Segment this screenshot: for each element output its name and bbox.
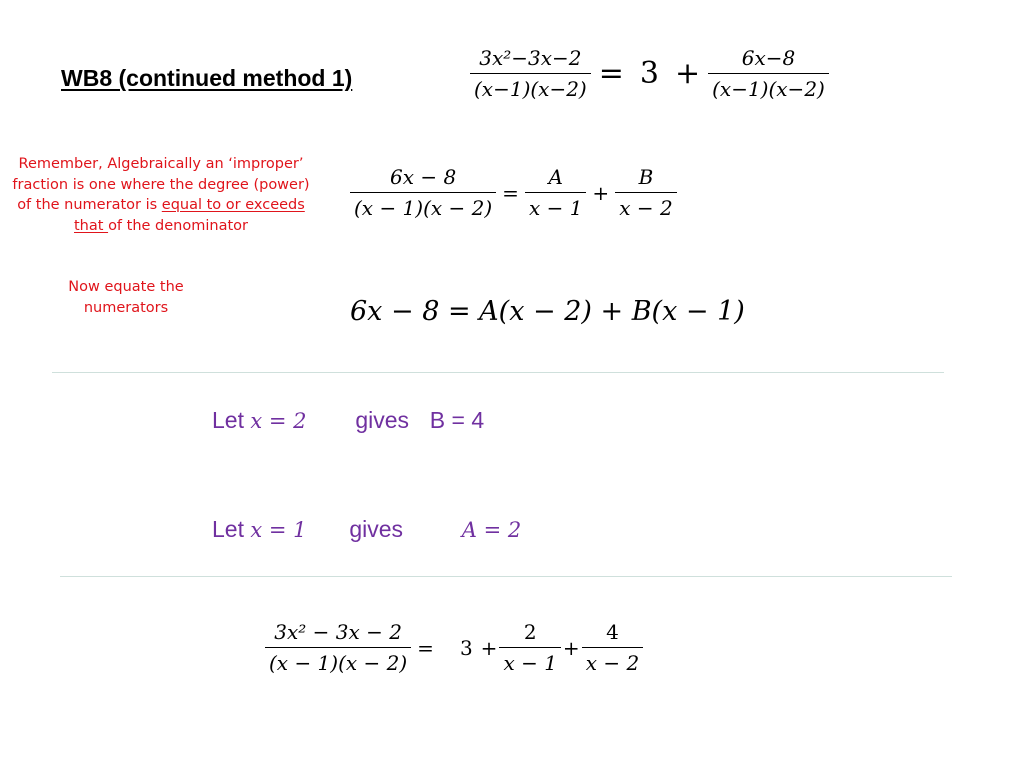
note-equate-numerators: Now equate the numerators xyxy=(68,279,184,316)
equation-final xyxy=(265,620,643,675)
eq2-b-fraction xyxy=(615,165,676,220)
eq1-lhs-numerator: 3x²−3x−2 xyxy=(479,46,582,70)
eq2-plus: + xyxy=(592,180,610,205)
note-improper-end: of the denominator xyxy=(108,217,248,234)
eq5-plus-1: + xyxy=(480,635,498,660)
let2-result: A = 2 xyxy=(461,518,522,542)
eq5-a-denominator: x − 1 xyxy=(499,647,560,675)
let2-gives: gives xyxy=(349,516,404,542)
eq1-whole: 3 xyxy=(639,56,659,91)
note-improper-fraction xyxy=(6,154,316,236)
eq5-lhs-numerator xyxy=(270,620,406,647)
eq5-plus-2: + xyxy=(562,635,580,660)
eq1-equals: = xyxy=(598,56,624,91)
eq1-rhs-denominator: (x−1)(x−2) xyxy=(708,73,829,101)
let1-result: B = 4 xyxy=(429,407,485,433)
note-improper-text: Remember, Algebraically an ‘improper’ fraction is one where the degree (power) of the numerator is xyxy=(12,156,310,213)
divider-bottom xyxy=(60,576,952,577)
equation-partial-fractions xyxy=(350,165,677,220)
note-improper-underlined: equal to or exceeds that xyxy=(74,197,305,234)
equation-top xyxy=(470,46,829,101)
eq1-rhs-fraction xyxy=(708,46,829,101)
eq5-lhs-numerator-rest: − 3x − 2 xyxy=(306,620,402,644)
equation-numerators: 6x − 8 = A(x − 2) + B(x − 1) xyxy=(350,296,745,327)
let1-gives: gives xyxy=(355,407,410,433)
eq5-b-numerator: 4 xyxy=(606,620,619,644)
eq2-b-denominator: x − 2 xyxy=(615,192,676,220)
eq2-lhs-numerator: 6x − 8 xyxy=(389,165,457,189)
eq5-lhs-denominator: (x − 1)(x − 2) xyxy=(265,647,411,675)
eq5-a-fraction xyxy=(499,620,560,675)
eq2-a-numerator: A xyxy=(548,165,563,189)
eq1-lhs-fraction xyxy=(470,46,591,101)
let1-value: x = 2 xyxy=(250,409,307,433)
divider-top xyxy=(52,372,944,373)
eq1-rhs-numerator: 6x−8 xyxy=(741,46,796,70)
eq5-lhs-fraction xyxy=(265,620,411,675)
eq5-a-numerator: 2 xyxy=(523,620,537,644)
eq2-lhs-denominator: (x − 1)(x − 2) xyxy=(350,192,496,220)
eq2-equals: = xyxy=(502,180,519,205)
slide-title: WB8 (continued method 1) xyxy=(61,65,353,91)
eq2-a-fraction xyxy=(525,165,586,220)
eq2-b-numerator: B xyxy=(638,165,654,189)
let2-label: Let xyxy=(212,516,244,542)
eq5-b-denominator: x − 2 xyxy=(582,647,643,675)
eq5-lhs-numerator-lead: 3x² xyxy=(274,620,307,644)
substitution-line-1 xyxy=(212,407,484,434)
eq5-whole: 3 xyxy=(459,635,473,660)
eq5-b-fraction xyxy=(582,620,643,675)
let2-value: x = 1 xyxy=(250,518,307,542)
substitution-line-2 xyxy=(212,516,521,543)
eq2-a-denominator: x − 1 xyxy=(525,192,586,220)
eq2-lhs-fraction xyxy=(350,165,496,220)
eq5-equals: = xyxy=(417,635,434,660)
eq1-plus: + xyxy=(674,56,701,91)
let1-label: Let xyxy=(212,407,244,433)
eq1-lhs-denominator: (x−1)(x−2) xyxy=(470,73,591,101)
